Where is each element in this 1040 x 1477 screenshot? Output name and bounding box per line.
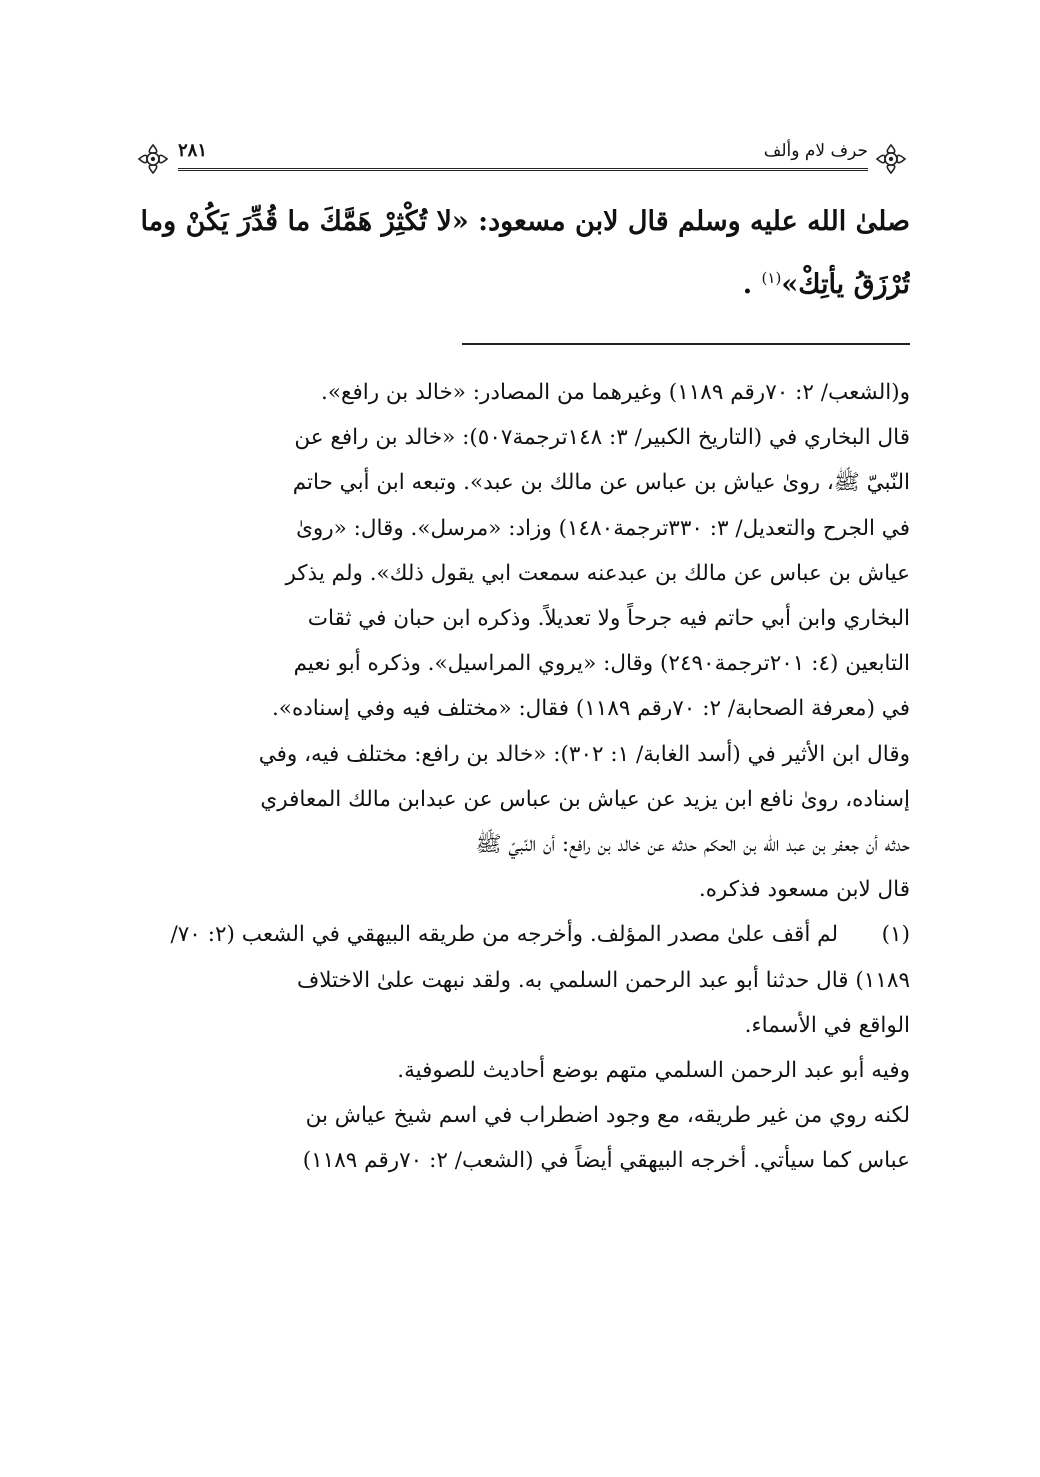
footnote-line: لكنه روي من غير طريقه، مع وجود اضطراب في اسم شيخ عياش بن bbox=[305, 1103, 910, 1129]
note-line: وقال ابن الأثير في (أسد الغابة/ ١: ٣٠٢): «خالد بن رافع: مختلف فيه، وفي bbox=[258, 741, 910, 767]
note-line: قال لابن مسعود فذكره. bbox=[698, 877, 910, 903]
ornament-icon bbox=[136, 142, 170, 176]
footnote-ref[interactable]: (١) bbox=[761, 269, 782, 287]
main-line-last bbox=[128, 250, 910, 313]
main-end: . bbox=[742, 269, 753, 300]
footnote-line: ١١٨٩) قال حدثنا أبو عبد الرحمن السلمي به. ولقد نبهت علىٰ الاختلاف bbox=[296, 967, 910, 993]
running-header bbox=[128, 140, 910, 176]
note-line: في الجرح والتعديل/ ٣: ٣٣٠ترجمة١٤٨٠) وزاد: «مرسل». وقال: «رویٰ bbox=[296, 515, 910, 541]
note-line: عياش بن عباس عن مالك بن عبدعنه سمعت ابي يقول ذلك». ولم يذكر bbox=[285, 560, 910, 586]
note-line: إسناده، رویٰ نافع ابن يزيد عن عياش بن عباس عن عبدابن مالك المعافري bbox=[260, 786, 910, 812]
footnote-line: لم أقف علىٰ مصدر المؤلف. وأخرجه من طريقه البيهقي في الشعب (٢: ٧٠/ bbox=[170, 922, 838, 948]
ornament-icon bbox=[874, 142, 908, 176]
footnote-separator bbox=[462, 343, 910, 345]
footnote-line: عباس كما سيأتي. أخرجه البيهقي أيضاً في (الشعب/ ٢: ٧٠رقم ١١٨٩) bbox=[302, 1148, 910, 1174]
note-line: التابعين (٤: ٢٠١ترجمة٢٤٩٠) وقال: «يروي المراسيل». وذكره أبو نعيم bbox=[293, 651, 910, 677]
note-line: البخاري وابن أبي حاتم فيه جرحاً ولا تعديلاً. وذكره ابن حبان في ثقات bbox=[307, 606, 910, 632]
footnote-line: وفيه أبو عبد الرحمن السلمي متهم بوضع أحاديث للصوفية. bbox=[397, 1058, 910, 1084]
page-number: ٢٨١ bbox=[178, 140, 208, 161]
note-line: حدثه أن جعفر بن عبد الله بن الحكم حدثه عن خالد بن رافع: أن النّبيّ ﷺ bbox=[475, 832, 910, 858]
note-line: و(الشعب/ ٢: ٧٠رقم ١١٨٩) وغيرهما من المصادر: «خالد بن رافع». bbox=[321, 380, 910, 405]
footnote-1 bbox=[128, 912, 910, 957]
main-line: تُرْزَقُ يأتِكْ» bbox=[781, 269, 910, 300]
note-line: قال البخاري في (التاريخ الكبير/ ٣: ١٤٨ترجمة٥٠٧): «خالد بن رافع عن bbox=[294, 425, 910, 451]
footnote-marker: (١) bbox=[881, 922, 910, 948]
note-line: في (معرفة الصحابة/ ٢: ٧٠رقم ١١٨٩) فقال: «مختلف فيه وفي إسناده». bbox=[271, 696, 910, 722]
footnote-line: الواقع في الأسماء. bbox=[744, 1012, 910, 1038]
main-line: صلىٰ الله عليه وسلم قال لابن مسعود: «لا تُكْثِرْ هَمَّكَ ما قُدِّرَ يَكُنْ وما bbox=[140, 206, 910, 237]
note-line: النّبيّ ﷺ، رویٰ عياش بن عباس عن مالك بن عبد». وتبعه ابن أبي حاتم bbox=[292, 470, 910, 496]
main-text bbox=[128, 193, 910, 313]
footnotes bbox=[128, 370, 910, 1184]
header-rule bbox=[178, 168, 868, 171]
chapter-title: حرف لام وألف bbox=[763, 141, 868, 161]
